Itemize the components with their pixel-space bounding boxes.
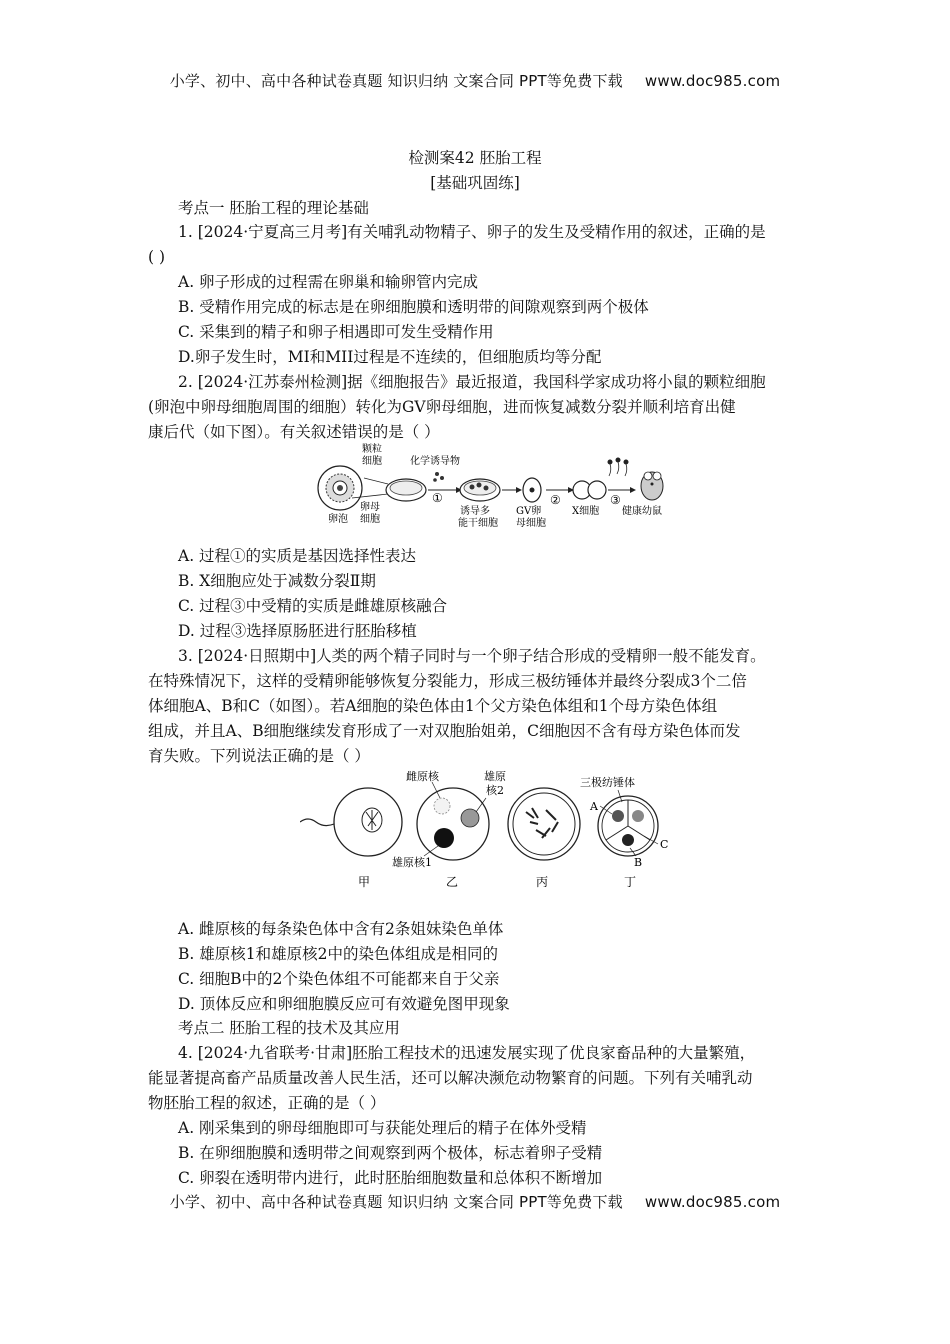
cell-bing (508, 788, 580, 860)
page-subtitle: [基础巩固练] (430, 174, 520, 192)
label-female-pronucleus: 雌原核 (406, 770, 439, 783)
label-ips-2: 能干细胞 (458, 518, 498, 529)
gv-oocyte (523, 478, 541, 502)
q4-option-b[interactable]: B. 在卵细胞膜和透明带之间观察到两个极体，标志着卵子受精 (178, 1144, 603, 1162)
label-ding: 丁 (624, 875, 637, 889)
label-B: B (634, 856, 643, 869)
cell-jia (300, 788, 402, 856)
label-bing: 丙 (536, 875, 549, 889)
label-step-1: ① (432, 491, 443, 505)
section-2-heading: 考点二 胚胎工程的技术及其应用 (178, 1019, 400, 1037)
label-gv-1: GV卵 (516, 506, 542, 517)
q1-option-d[interactable]: D.卵子发生时，MI和MII过程是不连续的，但细胞质均等分配 (178, 348, 602, 366)
q2-option-d[interactable]: D. 过程③选择原肠胚进行胚胎移植 (178, 622, 417, 640)
q2-option-c[interactable]: C. 过程③中受精的实质是雌雄原核融合 (178, 597, 448, 615)
q3-option-c[interactable]: C. 细胞B中的2个染色体组不可能都来自于父亲 (178, 970, 500, 988)
follicle-diagram (318, 466, 362, 510)
label-step-2: ② (550, 493, 561, 507)
q1-stem-line1: 1. [2024·宁夏高三月考]有关哺乳动物精子、卵子的发生及受精作用的叙述，正确的是 (178, 223, 766, 241)
label-yi: 乙 (446, 875, 459, 889)
label-follicle: 卵泡 (328, 514, 348, 525)
label-male1: 雄原核1 (392, 856, 432, 869)
q3-option-a[interactable]: A. 雌原核的每条染色体中含有2条姐妹染色单体 (178, 920, 504, 938)
q4-option-c[interactable]: C. 卵裂在透明带内进行，此时胚胎细胞数量和总体积不断增加 (178, 1169, 603, 1187)
label-oocyte-1: 卵母 (360, 502, 380, 513)
page-header (0, 70, 950, 91)
label-ips-1: 诱导多 (460, 506, 490, 517)
footer-site[interactable]: www.doc985.com (644, 1193, 781, 1211)
q3-stem-line4: 组成，并且A、B细胞继续发育形成了一对双胞胎姐弟，C细胞因不含有母方染色体而发 (148, 722, 741, 740)
q2-stem-line3: 康后代（如下图）。有关叙述错误的是（ ） (148, 423, 440, 441)
q3-option-d[interactable]: D. 顶体反应和卵细胞膜反应可有效避免图甲现象 (178, 995, 510, 1013)
mouse-icon (641, 472, 663, 500)
q1-stem-line2: ( ) (148, 248, 166, 266)
cell-ding (598, 796, 658, 856)
page-footer (0, 1191, 950, 1212)
petri-dish-2 (460, 479, 500, 501)
label-male2-1: 雄原 (484, 770, 506, 783)
q1-option-a[interactable]: A. 卵子形成的过程需在卵巢和输卵管内完成 (178, 273, 479, 291)
q3-stem-line5: 育失败。下列说法正确的是（ ） (148, 747, 370, 765)
label-C: C (660, 838, 669, 851)
q2-option-b[interactable]: B. X细胞应处于减数分裂Ⅱ期 (178, 572, 376, 590)
label-x-cell: X细胞 (572, 506, 600, 517)
q2-stem-line1: 2. [2024·江苏泰州检测]据《细胞报告》最近报道，我国科学家成功将小鼠的颗粒细胞 (178, 373, 766, 391)
label-mouse: 健康幼鼠 (622, 506, 662, 517)
q2-stem-line2: (卵泡中卵母细胞周围的细胞）转化为GV卵母细胞，进而恢复减数分裂并顺利培育出健 (148, 398, 736, 416)
q2-option-a[interactable]: A. 过程①的实质是基因选择性表达 (178, 547, 417, 565)
label-tripolar: 三极纺锤体 (580, 776, 635, 789)
label-gv-2: 母细胞 (516, 518, 546, 529)
header-text: 小学、初中、高中各种试卷真题 知识归纳 文案合同 PPT等免费下载 (169, 72, 623, 90)
label-granulosa-2: 细胞 (362, 456, 382, 467)
q2-figure (310, 440, 710, 532)
label-jia: 甲 (358, 875, 371, 889)
page-title: 检测案42 胚胎工程 (408, 149, 542, 167)
q3-option-b[interactable]: B. 雄原核1和雄原核2中的染色体组成是相同的 (178, 945, 498, 963)
petri-dish-1 (386, 479, 426, 501)
header-site[interactable]: www.doc985.com (644, 72, 781, 90)
q4-stem-line2: 能显著提高畜产品质量改善人民生活，还可以解决濒危动物繁育的问题。下列有关哺乳动 (148, 1069, 753, 1087)
q3-stem-line1: 3. [2024·日照期中]人类的两个精子同时与一个卵子结合形成的受精卵一般不能发育。 (178, 647, 766, 665)
q1-option-c[interactable]: C. 采集到的精子和卵子相遇即可发生受精作用 (178, 323, 494, 341)
section-1-heading: 考点一 胚胎工程的理论基础 (178, 199, 369, 217)
label-male2-2: 核2 (486, 784, 504, 797)
q1-option-b[interactable]: B. 受精作用完成的标志是在卵细胞膜和透明带的间隙观察到两个极体 (178, 298, 649, 316)
q4-option-a[interactable]: A. 刚采集到的卵母细胞即可与获能处理后的精子在体外受精 (178, 1119, 587, 1137)
q4-stem-line3: 物胚胎工程的叙述，正确的是（ ） (148, 1094, 386, 1112)
label-oocyte-2: 细胞 (360, 514, 380, 525)
label-inducer: 化学诱导物 (410, 456, 460, 467)
q3-stem-line2: 在特殊情况下，这样的受精卵能够恢复分裂能力，形成三极纺锤体并最终分裂成3个二倍 (148, 672, 747, 690)
label-step-3: ③ (610, 493, 621, 507)
label-granulosa-1: 颗粒 (362, 444, 382, 455)
q4-stem-line1: 4. [2024·九省联考·甘肃]胚胎工程技术的迅速发展实现了优良家畜品种的大量繁殖， (178, 1044, 756, 1062)
label-A: A (590, 800, 598, 813)
q3-stem-line3: 体细胞A、B和C（如图）。若A细胞的染色体由1个父方染色体组和1个母方染色体组 (148, 697, 718, 715)
x-cell (573, 481, 606, 499)
sperm (608, 458, 629, 477)
cell-yi (417, 788, 489, 860)
footer-text: 小学、初中、高中各种试卷真题 知识归纳 文案合同 PPT等免费下载 (169, 1193, 623, 1211)
q3-figure (300, 766, 720, 894)
